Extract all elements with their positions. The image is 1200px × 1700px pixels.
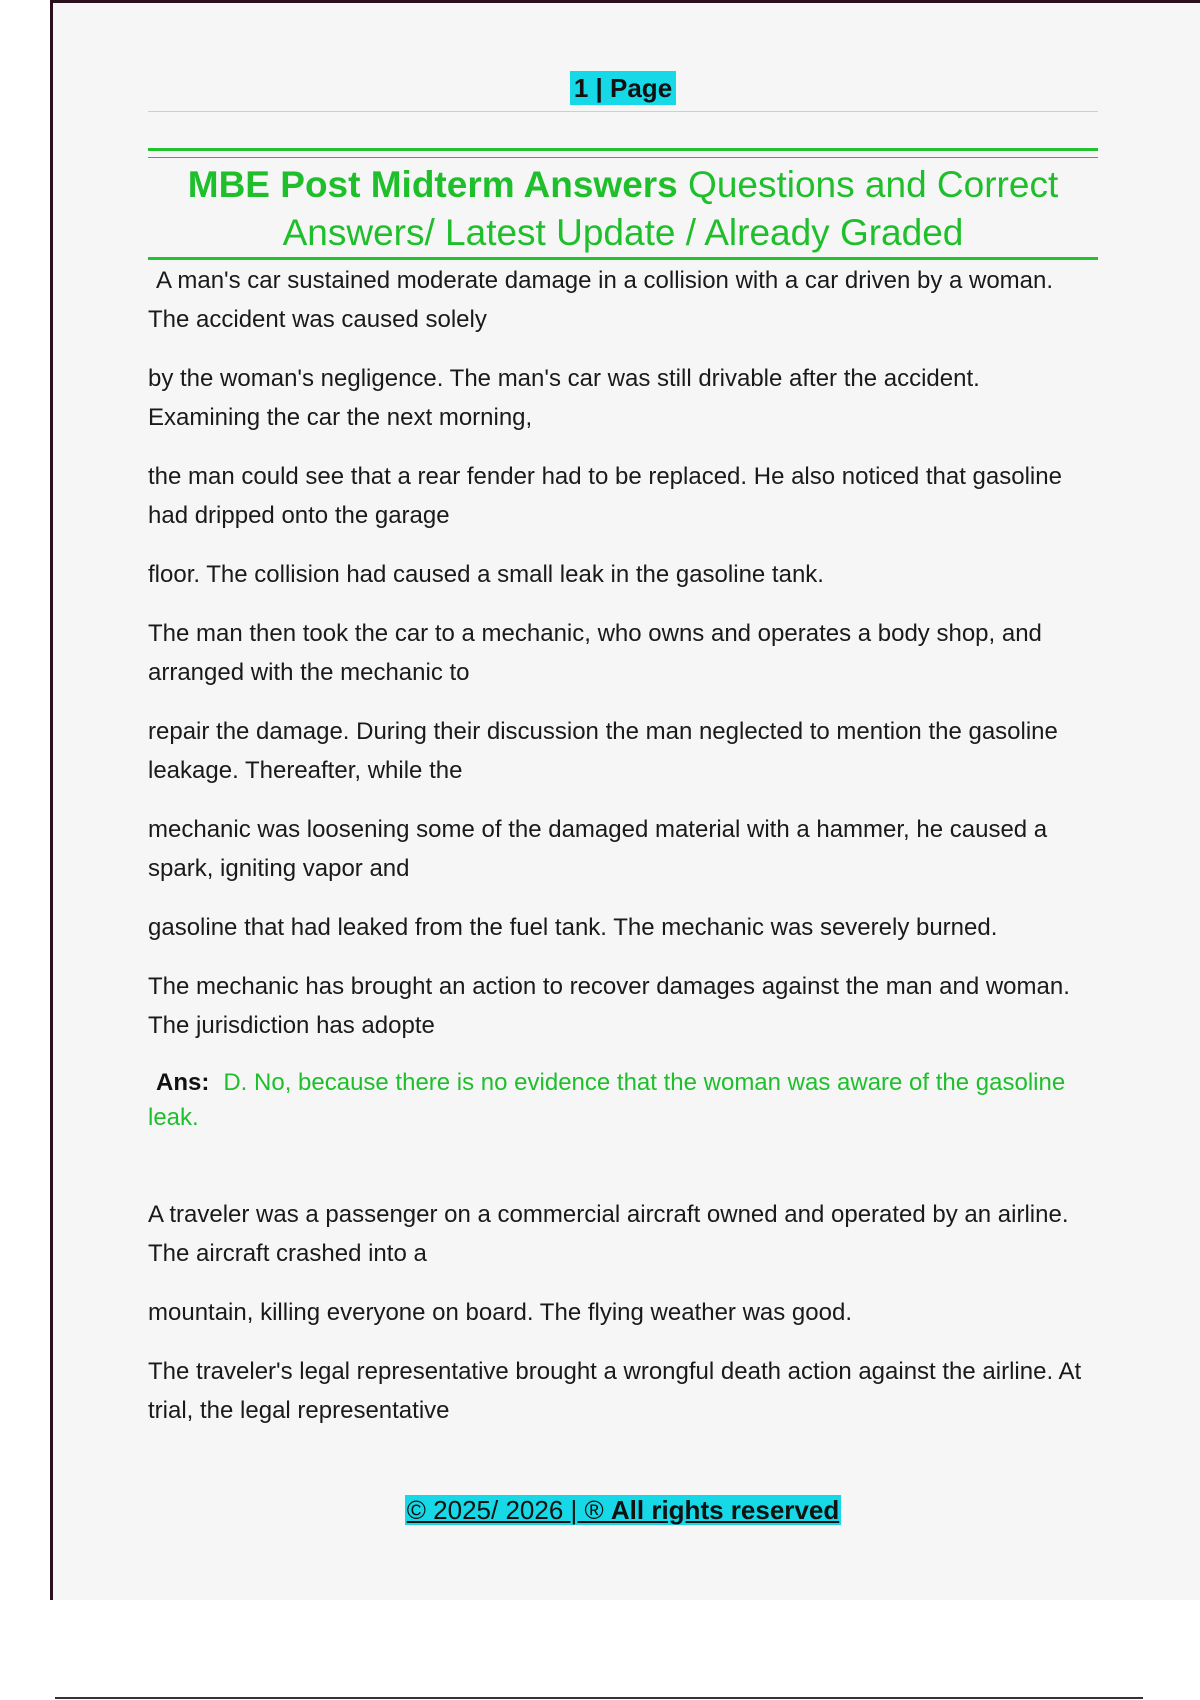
paragraph: by the woman's negligence. The man's car was still drivable after the accident. Examining the car the next morning, (148, 365, 980, 431)
paragraph: The traveler's legal representative brought a wrongful death action against the airline. At trial, the legal representative (148, 1358, 1082, 1424)
document-title (148, 148, 1098, 260)
document-body (148, 261, 1098, 1450)
header-divider (148, 111, 1098, 112)
rights-reserved: All rights reserved (610, 1495, 840, 1525)
paragraph: The mechanic has brought an action to recover damages against the man and woman. The jurisdiction has adopte (148, 973, 1070, 1039)
page-number: 1 | Page (570, 71, 676, 105)
copyright-years: © 2025/ 2026 | ® (406, 1495, 611, 1525)
copyright-notice (405, 1495, 841, 1525)
paragraph: floor. The collision had caused a small leak in the gasoline tank. (148, 561, 824, 588)
title-bold-part: MBE Post Midterm Answers (187, 164, 678, 205)
answer-label: Ans: (156, 1069, 210, 1096)
title-rest: Questions and Correct Answers/ Latest Update / Already Graded (282, 164, 1059, 253)
document-page (50, 0, 1200, 1600)
paragraph: the man could see that a rear fender had to be replaced. He also noticed that gasoline had dripped onto the garage (148, 463, 1062, 529)
answer-line (148, 1065, 1098, 1135)
page-header (148, 71, 1098, 105)
page-footer (148, 1495, 1098, 1525)
paragraph: A traveler was a passenger on a commercial aircraft owned and operated by an airline. The aircraft crashed into a (148, 1201, 1069, 1267)
paragraph: repair the damage. During their discussion the man neglected to mention the gasoline leakage. Thereafter, while the (148, 718, 1058, 784)
bottom-divider (55, 1697, 1143, 1699)
paragraph: mechanic was loosening some of the damaged material with a hammer, he caused a spark, igniting vapor and (148, 816, 1048, 882)
paragraph: The man then took the car to a mechanic, who owns and operates a body shop, and arranged with the mechanic to (148, 620, 1042, 686)
answer-text: D. No, because there is no evidence that the woman was aware of the gasoline leak. (148, 1069, 1066, 1131)
paragraph: mountain, killing everyone on board. The flying weather was good. (148, 1299, 852, 1326)
paragraph: A man's car sustained moderate damage in a collision with a car driven by a woman. The accident was caused solely (148, 267, 1054, 333)
paragraph: gasoline that had leaked from the fuel tank. The mechanic was severely burned. (148, 914, 998, 941)
